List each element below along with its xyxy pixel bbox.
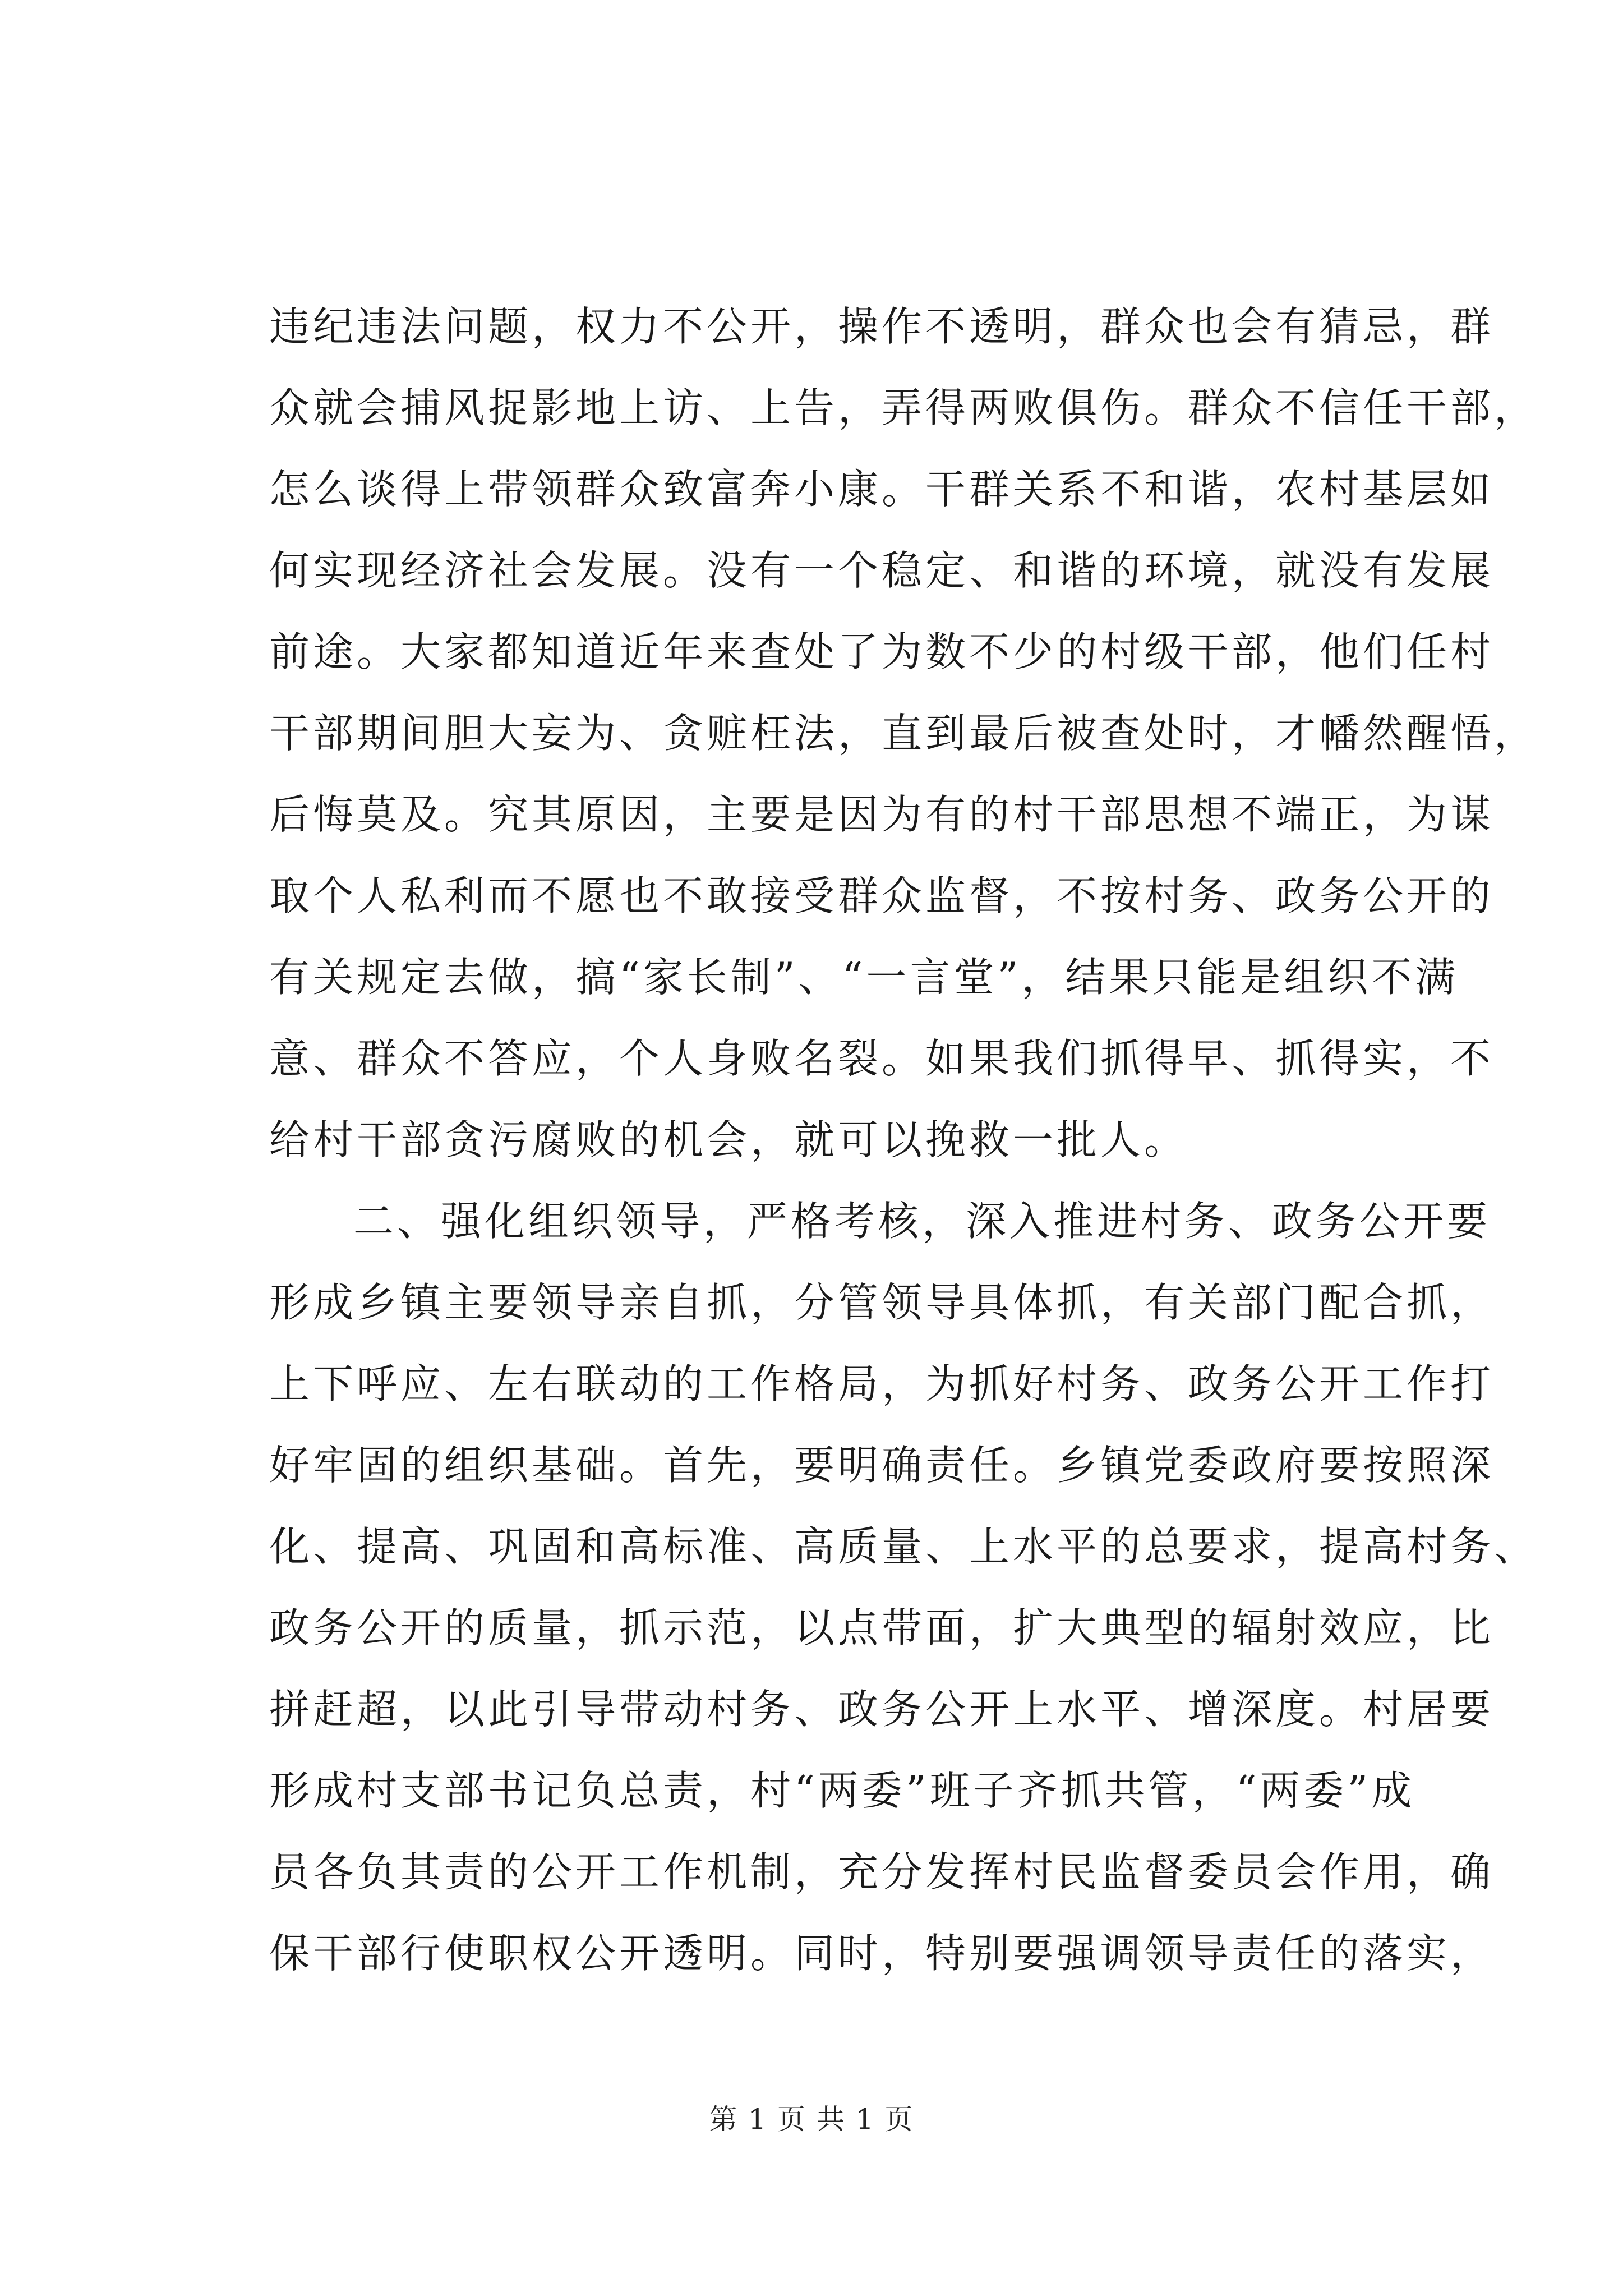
text-line: 众就会捕风捉影地上访、上告，弄得两败俱伤。群众不信任干部， — [269, 384, 1538, 431]
text-line: 前途。大家都知道近年来查处了为数不少的村级干部，他们任村 — [269, 628, 1495, 675]
document-body — [269, 286, 1538, 1994]
section-heading-line: 二、强化组织领导，严格考核，深入推进村务、政务公开要 — [353, 1198, 1491, 1245]
text-line: 取个人私利而不愿也不敢接受群众监督，不按村务、政务公开的 — [269, 872, 1495, 919]
paragraph-2 — [269, 1181, 1538, 1994]
page-number-footer: 第 1 页 共 1 页 — [709, 2103, 914, 2136]
text-line: 怎么谈得上带领群众致富奔小康。干群关系不和谐，农村基层如 — [269, 466, 1495, 513]
text-line: 意、群众不答应，个人身败名裂。如果我们抓得早、抓得实，不 — [269, 1035, 1495, 1082]
text-line: 上下呼应、左右联动的工作格局，为抓好村务、政务公开工作打 — [269, 1360, 1495, 1407]
text-line: 违纪违法问题，权力不公开，操作不透明，群众也会有猜忌，群 — [269, 303, 1495, 350]
text-line: 形成乡镇主要领导亲自抓，分管领导具体抓，有关部门配合抓， — [269, 1279, 1495, 1326]
text-line: 干部期间胆大妄为、贪赃枉法，直到最后被查处时，才幡然醒悟， — [269, 710, 1538, 757]
text-line: 保干部行使职权公开透明。同时，特别要强调领导责任的落实， — [269, 1930, 1495, 1977]
text-line: 好牢固的组织基础。首先，要明确责任。乡镇党委政府要按照深 — [269, 1442, 1495, 1489]
text-line: 有关规定去做，搞“家长制”、“一言堂”，结果只能是组织不满 — [269, 954, 1459, 1001]
text-line: 形成村支部书记负总责，村“两委”班子齐抓共管，“两委”成 — [269, 1767, 1415, 1814]
text-line: 后悔莫及。究其原因，主要是因为有的村干部思想不端正，为谋 — [269, 791, 1495, 838]
text-line: 拼赶超，以此引导带动村务、政务公开上水平、增深度。村居要 — [269, 1686, 1495, 1733]
paragraph-1 — [269, 286, 1538, 1181]
text-line: 给村干部贪污腐败的机会，就可以挽救一批人。 — [269, 1116, 1188, 1163]
text-line: 政务公开的质量，抓示范，以点带面，扩大典型的辐射效应，比 — [269, 1604, 1495, 1651]
text-line: 员各负其责的公开工作机制，充分发挥村民监督委员会作用，确 — [269, 1848, 1495, 1895]
text-line: 何实现经济社会发展。没有一个稳定、和谐的环境，就没有发展 — [269, 547, 1495, 594]
text-line: 化、提高、巩固和高标准、高质量、上水平的总要求，提高村务、 — [269, 1523, 1538, 1570]
